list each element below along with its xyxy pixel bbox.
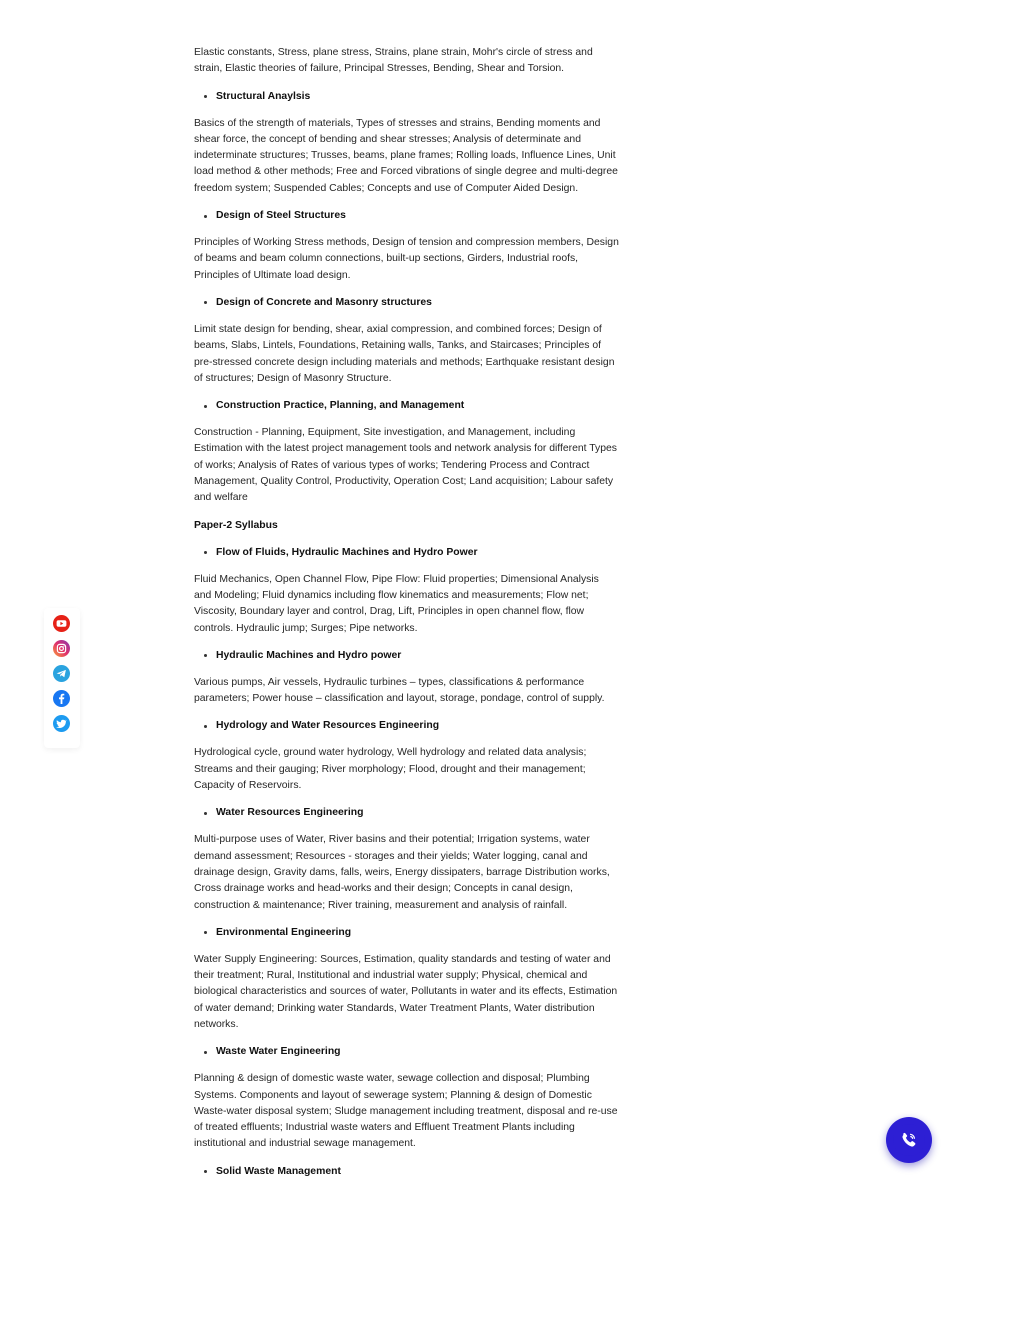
bullet-dot xyxy=(204,301,207,304)
bullet-dot xyxy=(204,1051,207,1054)
bullet-dot xyxy=(204,1170,207,1173)
paragraph: Multi-purpose uses of Water, River basins and their potential; Irrigation systems, water demand assessment; Resources - storages and their yields; Water logging, canal and drainage design, Gravity dams, falls, weirs, Energy dissipaters, barrage Distribution works, Cross drainage works and head-works and their design; Concepts in canal design, construction & maintenance; River training, measurement and analysis of rainfall. xyxy=(194,834,610,911)
paragraph: Basics of the strength of materials, Types of stresses and strains, Bending moments and shear force, the concept of bending and shear stresses; Analysis of determinate and indeterminate structures; Trusses, beams, plane frames; Rolling loads, Influence Lines, Unit load method & other methods; Free and Forced vibrations of single degree and multi-degree freedom system; Suspended Cables; Concepts and use of Computer Aided Design. xyxy=(194,117,618,194)
topic-label: Hydrology and Water Resources Engineering xyxy=(216,720,440,732)
paper-2-heading: Paper-2 Syllabus xyxy=(194,519,278,531)
topic-hydraulic-machines xyxy=(194,648,619,664)
topic-label: Design of Concrete and Masonry structures xyxy=(216,296,432,308)
topic-solid-waste xyxy=(194,1164,619,1180)
topic-hydrology xyxy=(194,718,619,734)
youtube-icon[interactable] xyxy=(53,615,70,632)
topic-waste-water xyxy=(194,1044,619,1060)
phone-icon xyxy=(893,1124,925,1156)
paragraph: Various pumps, Air vessels, Hydraulic turbines – types, classifications & performance parameters; Power house – classification and layout, storage, pondage, control of supply. xyxy=(194,676,605,705)
topic-label: Waste Water Engineering xyxy=(216,1046,341,1058)
topic-label: Hydraulic Machines and Hydro power xyxy=(216,649,402,661)
bullet-dot xyxy=(204,931,207,934)
paragraph: Fluid Mechanics, Open Channel Flow, Pipe Flow: Fluid properties; Dimensional Analysis and Modeling; Fluid dynamics including flow kinematics and measurements; Flow net; Viscosity, Boundary layer and control, Drag, Lift, Principles in open channel flow, flow controls. Hydraulic jump; Surges; Pipe networks. xyxy=(194,573,599,634)
twitter-icon[interactable] xyxy=(53,715,70,732)
topic-label: Flow of Fluids, Hydraulic Machines and Hydro Power xyxy=(216,546,478,558)
bullet-dot xyxy=(204,551,207,554)
topic-flow-of-fluids xyxy=(194,545,619,561)
topic-structural-analysis xyxy=(194,89,619,105)
bullet-dot xyxy=(204,725,207,728)
paragraph: Elastic constants, Stress, plane stress, Strains, plane strain, Mohr's circle of stress and strain, Elastic theories of failure, Principal Stresses, Bending, Shear and Torsion. xyxy=(194,47,593,75)
topic-design-concrete-masonry xyxy=(194,295,619,311)
topic-label: Design of Steel Structures xyxy=(216,210,346,222)
syllabus-content xyxy=(194,45,619,1191)
topic-label: Construction Practice, Planning, and Management xyxy=(216,400,465,412)
topic-design-steel-structures xyxy=(194,208,619,224)
topic-label: Solid Waste Management xyxy=(216,1165,341,1177)
topic-water-resources xyxy=(194,805,619,821)
topic-label: Structural Anaylsis xyxy=(216,90,311,102)
paragraph: Hydrological cycle, ground water hydrology, Well hydrology and related data analysis; Streams and their gauging; River morphology; Flood, drought and their management; Capacity of Reservoirs. xyxy=(194,747,587,792)
paragraph: Planning & design of domestic waste water, sewage collection and disposal; Plumbing Systems. Components and layout of sewerage system; Planning & design of Domestic Waste-water disposal system; Sludge management including treatment, disposal and re-use of treated effluents; Industrial waste waters and Effluent Treatment Plants including institutional and industrial sewage management. xyxy=(194,1073,618,1150)
bullet-dot xyxy=(204,95,207,98)
topic-label: Environmental Engineering xyxy=(216,926,352,938)
paragraph: Principles of Working Stress methods, Design of tension and compression members, Design of beams and beam column connections, built-up sections, Girders, Industrial roofs, Principles of Ultimate load design. xyxy=(194,237,619,281)
bullet-dot xyxy=(204,654,207,657)
social-sidebar xyxy=(44,608,80,748)
facebook-icon[interactable] xyxy=(53,690,70,707)
bullet-dot xyxy=(204,812,207,815)
paragraph: Construction - Planning, Equipment, Site investigation, and Management, including Estimation with the latest project management tools and network analysis for different Types of works; Analysis of Rates of various types of works; Tendering Process and Contract Management, Quality Control, Productivity, Operation Cost; Land acquisition; Labour safety and welfare xyxy=(194,427,617,504)
topic-construction-practice xyxy=(194,398,619,414)
paragraph: Water Supply Engineering: Sources, Estimation, quality standards and testing of water and their treatment; Rural, Institutional and industrial water supply; Physical, chemical and biological characteristics and sources of water, Pollutants in water and its effects, Estimation of water demand; Drinking water Standards, Water Treatment Plants, Water distribution networks. xyxy=(194,953,618,1030)
topic-label: Water Resources Engineering xyxy=(216,807,364,819)
instagram-icon[interactable] xyxy=(53,640,70,657)
paragraph: Limit state design for bending, shear, axial compression, and combined forces; Design of beams, Slabs, Lintels, Foundations, Retaining walls, Tanks, and Staircases; Principles of pre-stressed concrete design including materials and methods; Earthquake resistant design of structures; Design of Masonry Structure. xyxy=(194,323,615,384)
call-button[interactable] xyxy=(886,1117,932,1163)
bullet-dot xyxy=(204,215,207,218)
telegram-icon[interactable] xyxy=(53,665,70,682)
topic-environmental-engineering xyxy=(194,925,619,941)
bullet-dot xyxy=(204,405,207,408)
